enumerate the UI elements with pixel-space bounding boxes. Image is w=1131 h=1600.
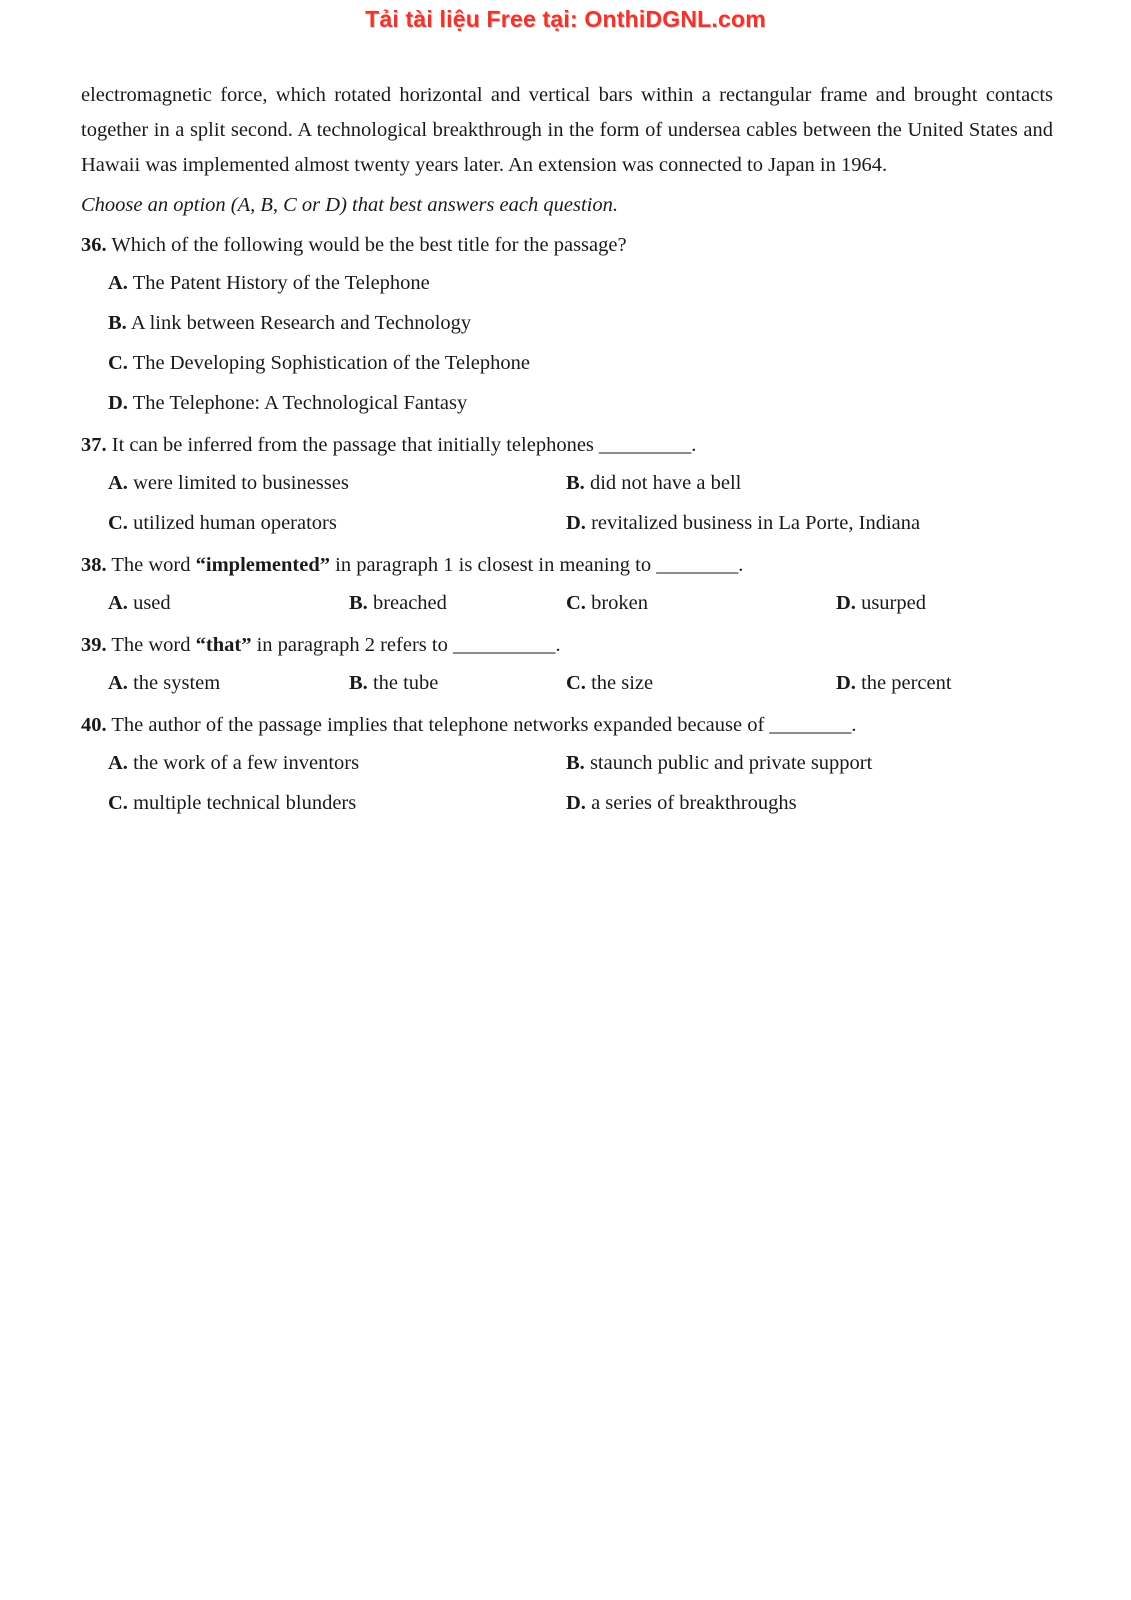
option-b: [566, 752, 1024, 775]
option-b: [349, 672, 566, 695]
option-text: The Telephone: A Technological Fantasy: [132, 392, 468, 414]
option-text: The Patent History of the Telephone: [132, 272, 430, 294]
question-40: [81, 708, 1053, 743]
option-text: the work of a few inventors: [133, 751, 360, 774]
option-text: breached: [372, 591, 447, 614]
options-37: [108, 463, 1053, 543]
option-c: [108, 792, 566, 815]
options-38: [108, 583, 1053, 623]
question-number: 38.: [81, 554, 107, 576]
option-row: [108, 783, 1053, 823]
instruction-text: Choose an option (A, B, C or D) that best answers each question.: [81, 194, 618, 216]
option-a: [108, 263, 1053, 303]
option-text: broken: [591, 591, 648, 614]
option-letter: A.: [108, 671, 128, 694]
option-c: [108, 343, 1053, 383]
options-40: [108, 743, 1053, 823]
option-letter: D.: [836, 671, 856, 694]
option-b: [566, 472, 1024, 495]
option-text: used: [133, 591, 171, 614]
option-letter: B.: [349, 671, 368, 694]
option-c: [566, 592, 836, 615]
option-letter: C.: [566, 671, 586, 694]
question-37: [81, 428, 1053, 463]
passage-text: electromagnetic force, which rotated horizontal and vertical bars within a rectangular frame and brought contacts together in a split second. A technological breakthrough in the form of undersea cables between the United States and Hawaii was implemented almost twenty years later. An extension was connected to Japan in 1964.: [81, 84, 1053, 176]
option-text: did not have a bell: [589, 471, 742, 494]
question-text: The author of the passage implies that telephone networks expanded because of ________.: [106, 714, 857, 736]
question-keyword: “that”: [195, 634, 252, 656]
option-letter: C.: [108, 511, 128, 534]
option-row: [108, 743, 1053, 783]
question-text: Which of the following would be the best title for the passage?: [106, 234, 627, 256]
option-d: [836, 592, 1036, 615]
option-text: multiple technical blunders: [133, 791, 357, 814]
option-letter: A.: [108, 591, 128, 614]
question-text-before: The word: [106, 634, 196, 656]
question-36: [81, 228, 1053, 263]
option-letter: A.: [108, 751, 128, 774]
option-letter: B.: [349, 591, 368, 614]
options-39: [108, 663, 1053, 703]
option-text: usurped: [861, 591, 926, 614]
option-text: a series of breakthroughs: [591, 791, 797, 814]
option-letter: C.: [108, 791, 128, 814]
question-text-after: in paragraph 1 is closest in meaning to ________.: [330, 554, 744, 576]
option-letter: D.: [566, 511, 586, 534]
option-letter: B.: [108, 312, 127, 334]
option-text: the tube: [372, 671, 439, 694]
question-39: [81, 628, 1053, 663]
option-row: [108, 663, 1053, 703]
option-a: [108, 592, 349, 615]
option-c: [566, 672, 836, 695]
question-number: 36.: [81, 234, 107, 256]
option-letter: D.: [566, 791, 586, 814]
option-letter: B.: [566, 751, 585, 774]
option-letter: A.: [108, 471, 128, 494]
option-text: The Developing Sophistication of the Telephone: [132, 352, 530, 374]
option-d: [836, 672, 1036, 695]
question-keyword: “implemented”: [195, 554, 331, 576]
option-d: [566, 512, 1024, 535]
option-letter: C.: [566, 591, 586, 614]
option-text: A link between Research and Technology: [130, 312, 472, 334]
option-letter: A.: [108, 272, 128, 294]
option-b: [108, 303, 1053, 343]
question-number: 37.: [81, 434, 107, 456]
option-letter: D.: [108, 392, 128, 414]
options-36: [108, 263, 1053, 423]
option-text: were limited to businesses: [133, 471, 349, 494]
option-b: [349, 592, 566, 615]
option-a: [108, 472, 566, 495]
option-row: [108, 503, 1053, 543]
watermark-banner: Tải tài liệu Free tại: OnthiDGNL.com: [365, 6, 766, 32]
option-text: staunch public and private support: [589, 751, 873, 774]
option-row: [108, 463, 1053, 503]
option-letter: C.: [108, 352, 128, 374]
question-text-after: in paragraph 2 refers to __________.: [251, 634, 561, 656]
option-a: [108, 672, 349, 695]
option-text: the system: [133, 671, 221, 694]
option-text: the size: [591, 671, 654, 694]
option-text: the percent: [861, 671, 952, 694]
option-a: [108, 752, 566, 775]
option-text: revitalized business in La Porte, Indiana: [591, 511, 921, 534]
option-d: [108, 383, 1053, 423]
option-text: utilized human operators: [133, 511, 337, 534]
document-page: [81, 78, 1053, 823]
option-d: [566, 792, 1024, 815]
question-text: It can be inferred from the passage that initially telephones _________.: [106, 434, 697, 456]
question-number: 39.: [81, 634, 107, 656]
option-row: [108, 583, 1053, 623]
question-text-before: The word: [106, 554, 196, 576]
option-letter: D.: [836, 591, 856, 614]
question-number: 40.: [81, 714, 107, 736]
question-38: [81, 548, 1053, 583]
option-letter: B.: [566, 471, 585, 494]
option-c: [108, 512, 566, 535]
